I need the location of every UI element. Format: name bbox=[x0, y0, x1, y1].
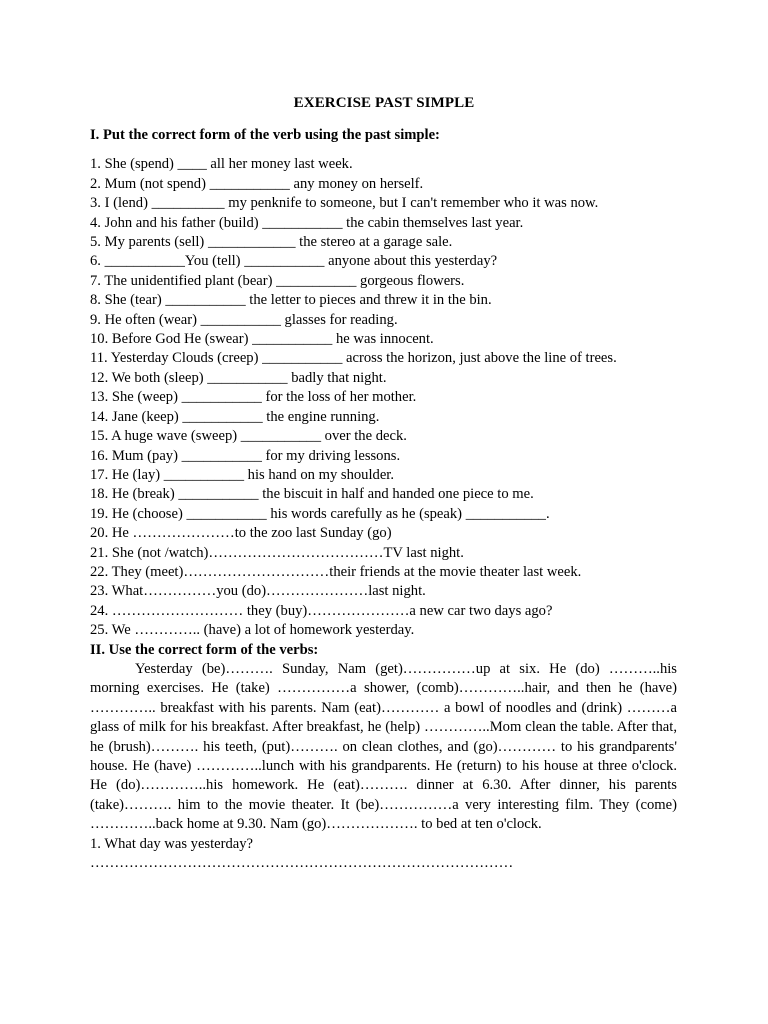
exercise-item-24: 24. ……………………… they (buy)…………………a new car two days ago? bbox=[90, 602, 553, 619]
exercise-item-4: 4. John and his father (build) ___________ the cabin themselves last year. bbox=[90, 214, 524, 231]
exercise-item-3: 3. I (lend) __________ my penknife to someone, but I can't remember who it was now. bbox=[90, 195, 599, 212]
exercise-item-13: 13. She (weep) ___________ for the loss of her mother. bbox=[90, 389, 417, 406]
exercise-item-9: 9. He often (wear) ___________ glasses for reading. bbox=[90, 311, 398, 328]
exercise-item-12: 12. We both (sleep) ___________ badly that night. bbox=[90, 369, 387, 386]
exercise-item-5: 5. My parents (sell) ____________ the stereo at a garage sale. bbox=[90, 234, 453, 251]
exercise-item-7: 7. The unidentified plant (bear) ___________ gorgeous flowers. bbox=[90, 272, 465, 289]
exercise-item-2: 2. Mum (not spend) ___________ any money on herself. bbox=[90, 175, 424, 192]
exercise-item-14: 14. Jane (keep) ___________ the engine running. bbox=[90, 408, 380, 425]
exercise-item-25: 25. We ………….. (have) a lot of homework yesterday. bbox=[90, 622, 415, 639]
section-2-paragraph: Yesterday (be)………. Sunday, Nam (get)……………up at six. He (do) ………..his morning exercises. He (take) ……………a shower, (comb)…………..hair, and then he (have) ………….. breakfast with his parents. Nam (eat)………… a bowl of noodles and (drink) ………a glass of milk for his breakfast. After breakfast, he (help) …………..Mom clean the table. After that, he (brush)………. his teeth, (put)………. on clean clothes, and (go)………… to his grandparents' house. He (have) …………..lunch with his grandparents. He (return) to his house at three o'clock. He (do)…………..his homework. He (eat)………. dinner at 6.30. After dinner, his parents (take)………. him to the movie theater. It (be)……………a very interesting film. They (come) …………..back home at 9.30. Nam (go)………………. to bed at ten o'clock. bbox=[90, 660, 677, 833]
exercise-item-6: 6. ___________You (tell) ___________ anyone about this yesterday? bbox=[90, 253, 498, 270]
exercise-item-19: 19. He (choose) ___________ his words carefully as he (speak) ___________. bbox=[90, 505, 550, 522]
exercise-item-16: 16. Mum (pay) ___________ for my driving lessons. bbox=[90, 447, 401, 464]
exercise-item-10: 10. Before God He (swear) ___________ he was innocent. bbox=[90, 331, 434, 348]
page-title: EXERCISE PAST SIMPLE bbox=[293, 95, 475, 111]
section-1-exercise-list bbox=[90, 155, 677, 640]
section-1-heading: I. Put the correct form of the verb using the past simple: bbox=[90, 127, 440, 143]
exercise-item-20: 20. He …………………to the zoo last Sunday (go) bbox=[90, 525, 392, 542]
question-1: 1. What day was yesterday? bbox=[90, 835, 254, 852]
section-2-heading: II. Use the correct form of the verbs: bbox=[90, 641, 319, 658]
worksheet-content bbox=[90, 126, 677, 873]
exercise-item-18: 18. He (break) ___________ the biscuit in half and handed one piece to me. bbox=[90, 486, 534, 503]
exercise-item-15: 15. A huge wave (sweep) ___________ over the deck. bbox=[90, 428, 407, 445]
exercise-item-23: 23. What……………you (do)…………………last night. bbox=[90, 583, 426, 600]
exercise-item-22: 22. They (meet)…………………………their friends at the movie theater last week. bbox=[90, 563, 582, 580]
answer-line: …………………………………………………………………………… bbox=[90, 855, 514, 872]
exercise-item-21: 21. She (not /watch)………………………………TV last night. bbox=[90, 544, 464, 561]
exercise-item-1: 1. She (spend) ____ all her money last week. bbox=[90, 156, 353, 173]
exercise-item-17: 17. He (lay) ___________ his hand on my shoulder. bbox=[90, 466, 395, 483]
exercise-item-8: 8. She (tear) ___________ the letter to pieces and threw it in the bin. bbox=[90, 292, 492, 309]
exercise-item-11: 11. Yesterday Clouds (creep) ___________ across the horizon, just above the line of trees. bbox=[90, 350, 617, 367]
